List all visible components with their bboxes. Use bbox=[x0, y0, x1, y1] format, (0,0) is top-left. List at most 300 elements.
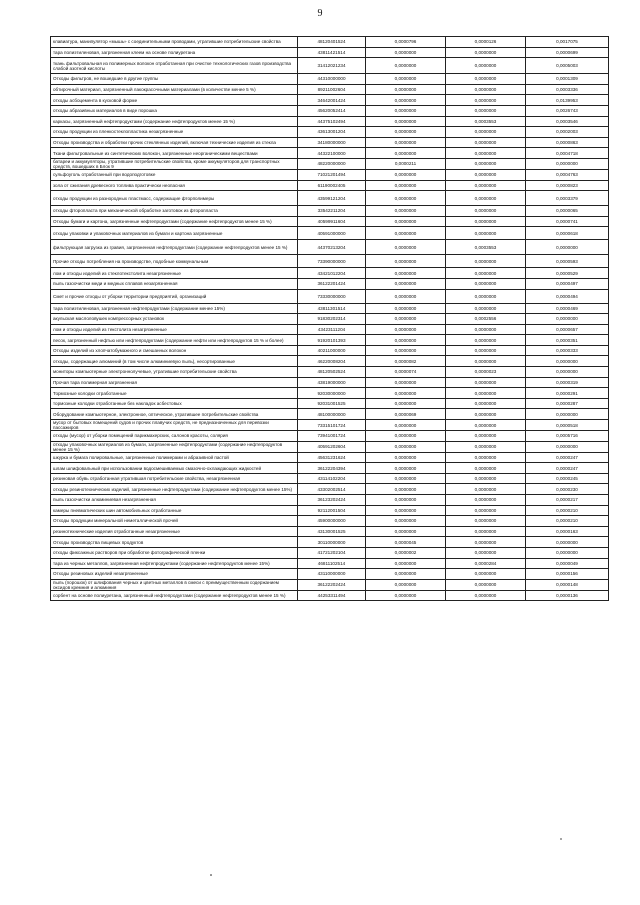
table-row bbox=[51, 558, 609, 569]
value-cell-1: 0,0000000 bbox=[366, 268, 446, 279]
value-cell-2: 0,0000000 bbox=[446, 398, 526, 409]
waste-code-cell: 40591000000 bbox=[298, 227, 366, 240]
table-row bbox=[51, 473, 609, 484]
value-cell-1: 0,0000000 bbox=[366, 180, 446, 191]
table-row bbox=[51, 37, 609, 48]
value-cell-2: 0,0000000 bbox=[446, 324, 526, 335]
value-cell-2: 0,0000000 bbox=[446, 516, 526, 527]
value-cell-3: 0,0000000 bbox=[526, 356, 609, 367]
value-cell-2: 0,0000000 bbox=[446, 148, 526, 159]
value-cell-1: 0,0000000 bbox=[366, 484, 446, 495]
value-cell-3: 0,0003379 bbox=[526, 191, 609, 206]
value-cell-2: 0,0000000 bbox=[446, 191, 526, 206]
table-row bbox=[51, 289, 609, 303]
value-cell-1: 0,0000000 bbox=[366, 303, 446, 314]
waste-code-cell: 43819000000 bbox=[298, 377, 366, 388]
value-cell-3: 0,0139953 bbox=[526, 95, 609, 106]
value-cell-2: 0,0000000 bbox=[446, 127, 526, 138]
waste-name-cell: лом и отходы изделий из текстолита незагрязненные bbox=[51, 324, 298, 335]
waste-code-cell: 40211000000 bbox=[298, 345, 366, 356]
value-cell-3: 0,0000000 bbox=[526, 314, 609, 325]
value-cell-1: 0,0000000 bbox=[366, 216, 446, 227]
value-cell-2: 0,0000000 bbox=[446, 473, 526, 484]
waste-name-cell: лом и отходы изделий из стеклотекстолита незагрязненные bbox=[51, 268, 298, 279]
value-cell-3: 0,0000247 bbox=[526, 452, 609, 463]
waste-code-cell: 36122204394 bbox=[298, 463, 366, 474]
value-cell-3: 0,0000863 bbox=[526, 137, 609, 148]
value-cell-3: 0,0000000 bbox=[526, 409, 609, 420]
value-cell-1: 0,0000000 bbox=[366, 463, 446, 474]
waste-name-cell: батареи и аккумуляторы, утратившие потребительские свойства, кроме аккумуляторов для транспортных средств, вошедших в Блок 9 bbox=[51, 158, 298, 169]
value-cell-3: 0,0000494 bbox=[526, 289, 609, 303]
value-cell-1: 0,0000000 bbox=[366, 452, 446, 463]
waste-code-cell: 43130001525 bbox=[298, 526, 366, 537]
waste-name-cell: шкурка и бумага полировальные, загрязненные полимерами и абразивной пастой bbox=[51, 452, 298, 463]
waste-name-cell: тормозные колодки отработанные без накладок асбестовых bbox=[51, 398, 298, 409]
table-row bbox=[51, 240, 609, 255]
value-cell-3: 0,0000247 bbox=[526, 463, 609, 474]
value-cell-2: 0,0000000 bbox=[446, 74, 526, 85]
value-cell-2: 0,0000000 bbox=[446, 431, 526, 442]
waste-name-cell: пыль (порошок) от шлифования черных и цветных металлов в смеси с преимущественным содержанием оксидов кремния и алюминия bbox=[51, 579, 298, 590]
table-row bbox=[51, 537, 609, 548]
value-cell-3: 0,0000210 bbox=[526, 505, 609, 516]
waste-name-cell: Отходы бумаги и картона, загрязненные нефтепродуктами (содержание нефтепродуктов менее 15 %) bbox=[51, 216, 298, 227]
value-cell-2: 0,0002556 bbox=[446, 314, 526, 325]
value-cell-3: 0,0000657 bbox=[526, 324, 609, 335]
waste-code-cell: 48220000000 bbox=[298, 158, 366, 169]
table-row bbox=[51, 388, 609, 399]
table-row bbox=[51, 569, 609, 580]
waste-table bbox=[50, 36, 609, 601]
value-cell-3: 0,0000593 bbox=[526, 255, 609, 268]
value-cell-2: 0,0000000 bbox=[446, 303, 526, 314]
waste-code-cell: 33542211204 bbox=[298, 206, 366, 217]
value-cell-2: 0,0000000 bbox=[446, 289, 526, 303]
table-row bbox=[51, 398, 609, 409]
table-row bbox=[51, 505, 609, 516]
waste-name-cell: ткань фильтровальная из полимерных волокон отработанная при очистке технологических газов производства слабой азотной кислоты bbox=[51, 58, 298, 74]
waste-name-cell: каркасы, загрязненный нефтепродуктами (содержание нефтепродуктов менее 15 %) bbox=[51, 116, 298, 127]
value-cell-2: 0,0000000 bbox=[446, 158, 526, 169]
waste-code-cell: 43811301514 bbox=[298, 303, 366, 314]
value-cell-2: 0,0000126 bbox=[446, 37, 526, 48]
waste-code-cell: 89211002604 bbox=[298, 84, 366, 95]
value-cell-3: 0,0000230 bbox=[526, 484, 609, 495]
value-cell-3: 0,0001309 bbox=[526, 74, 609, 85]
value-cell-3: 0,0017075 bbox=[526, 37, 609, 48]
value-cell-1: 0,0000000 bbox=[366, 191, 446, 206]
value-cell-2: 0,0000000 bbox=[446, 227, 526, 240]
waste-name-cell: Тормозные колодки отработанные bbox=[51, 388, 298, 399]
table-row bbox=[51, 335, 609, 346]
waste-name-cell: тара полиэтиленовая, загрязненная нефтепродуктами (содержание менее 15%) bbox=[51, 303, 298, 314]
waste-code-cell: 61190002405 bbox=[298, 180, 366, 191]
value-cell-2: 0,0000000 bbox=[446, 58, 526, 74]
value-cell-2: 0,0000000 bbox=[446, 335, 526, 346]
waste-code-cell: 31412021234 bbox=[298, 58, 366, 74]
table-row bbox=[51, 579, 609, 590]
value-cell-2: 0,0000000 bbox=[446, 169, 526, 180]
value-cell-2: 0,0000000 bbox=[446, 180, 526, 191]
table-row bbox=[51, 47, 609, 58]
table-row bbox=[51, 127, 609, 138]
waste-code-cell: 48100000000 bbox=[298, 409, 366, 420]
value-cell-3: 0,0000000 bbox=[526, 240, 609, 255]
table-row bbox=[51, 105, 609, 116]
value-cell-1: 0,0000211 bbox=[366, 158, 446, 169]
value-cell-3: 0,0000148 bbox=[526, 579, 609, 590]
value-cell-2: 0,0000000 bbox=[446, 452, 526, 463]
table-row bbox=[51, 137, 609, 148]
value-cell-3: 0,0000156 bbox=[526, 569, 609, 580]
waste-code-cell: 43423111204 bbox=[298, 324, 366, 335]
value-cell-1: 0,0000000 bbox=[366, 441, 446, 452]
waste-name-cell: мусор от бытовых помещений судов и прочих плавучих средств, не предназначенных для перевозки пассажиров bbox=[51, 420, 298, 431]
waste-code-cell: 45900000000 bbox=[298, 516, 366, 527]
value-cell-1: 0,0000000 bbox=[366, 388, 446, 399]
waste-name-cell: зола от сжигания древесного топлива практически неопасная bbox=[51, 180, 298, 191]
waste-code-cell: 48120401524 bbox=[298, 37, 366, 48]
table-row bbox=[51, 158, 609, 169]
value-cell-3: 0,0026743 bbox=[526, 105, 609, 116]
waste-name-cell: отходы продукции из разнородных пластмасс, содержащие фторполимеры bbox=[51, 191, 298, 206]
value-cell-2: 0,0000000 bbox=[446, 345, 526, 356]
value-cell-2: 0,0000000 bbox=[446, 105, 526, 116]
waste-name-cell: Отходы фильтров, не вошедшие в другие группы bbox=[51, 74, 298, 85]
value-cell-1: 0,0000000 bbox=[366, 335, 446, 346]
value-cell-1: 0,0000082 bbox=[366, 356, 446, 367]
waste-code-cell: 91830202314 bbox=[298, 314, 366, 325]
waste-name-cell: Ткани фильтровальные из синтетических волокон, загрязненные неорганическими веществами bbox=[51, 148, 298, 159]
value-cell-1: 0,0000000 bbox=[366, 324, 446, 335]
waste-name-cell: Смет и прочие отходы от уборки территории предприятий, организаций bbox=[51, 289, 298, 303]
value-cell-2: 0,0000000 bbox=[446, 409, 526, 420]
waste-code-cell: 73390000000 bbox=[298, 255, 366, 268]
value-cell-3: 0,0000163 bbox=[526, 526, 609, 537]
waste-code-cell: 44310000000 bbox=[298, 74, 366, 85]
table-row bbox=[51, 95, 609, 106]
value-cell-1: 0,0000000 bbox=[366, 74, 446, 85]
waste-code-cell: 36122201424 bbox=[298, 278, 366, 289]
table-row bbox=[51, 377, 609, 388]
value-cell-2: 0,0000000 bbox=[446, 206, 526, 217]
value-cell-1: 0,0000000 bbox=[366, 127, 446, 138]
waste-name-cell: Отходы производства и обработки прочих стеклянных изделий, включая технические изделия из стекла bbox=[51, 137, 298, 148]
waste-code-cell: 46811102514 bbox=[298, 558, 366, 569]
value-cell-3: 0,0004718 bbox=[526, 148, 609, 159]
value-cell-3: 0,0000049 bbox=[526, 558, 609, 569]
value-cell-2: 0,0000000 bbox=[446, 547, 526, 558]
waste-name-cell: Отходы резиновых изделий незагрязненные bbox=[51, 569, 298, 580]
waste-code-cell: 43110000000 bbox=[298, 569, 366, 580]
waste-name-cell: сульфоуголь отработанный при водоподготовке bbox=[51, 169, 298, 180]
table-row bbox=[51, 356, 609, 367]
value-cell-1: 0,0000074 bbox=[366, 367, 446, 378]
waste-code-cell: 92030000000 bbox=[298, 388, 366, 399]
value-cell-3: 0,0000245 bbox=[526, 473, 609, 484]
waste-name-cell: отходы абразивных материалов в виде порошка bbox=[51, 105, 298, 116]
waste-name-cell: пыль газоочистки меди и медных сплавов незагрязненная bbox=[51, 278, 298, 289]
value-cell-3: 0,0000497 bbox=[526, 278, 609, 289]
table-row bbox=[51, 255, 609, 268]
waste-code-cell: 43421012204 bbox=[298, 268, 366, 279]
value-cell-1: 0,0000000 bbox=[366, 105, 446, 116]
waste-name-cell: резиновая обувь отработанная утратившая потребительские свойства, незагрязненная bbox=[51, 473, 298, 484]
value-cell-2: 0,0000000 bbox=[446, 388, 526, 399]
value-cell-2: 0,0000000 bbox=[446, 484, 526, 495]
waste-code-cell: 46220008204 bbox=[298, 356, 366, 367]
table-row bbox=[51, 278, 609, 289]
value-cell-2: 0,0000000 bbox=[446, 268, 526, 279]
table-row bbox=[51, 516, 609, 527]
value-cell-2: 0,0000000 bbox=[446, 137, 526, 148]
waste-code-cell: 43599121204 bbox=[298, 191, 366, 206]
value-cell-3: 0,0000823 bbox=[526, 180, 609, 191]
value-cell-1: 0,0000000 bbox=[366, 314, 446, 325]
value-cell-3: 0,0000333 bbox=[526, 345, 609, 356]
waste-name-cell: Отходы производства пищевых продуктов bbox=[51, 537, 298, 548]
table-row bbox=[51, 345, 609, 356]
table-row bbox=[51, 74, 609, 85]
value-cell-3: 0,0000287 bbox=[526, 398, 609, 409]
value-cell-1: 0,0000069 bbox=[366, 409, 446, 420]
waste-name-cell: Прочие отходы потребления на производстве, подобные коммунальным bbox=[51, 255, 298, 268]
value-cell-1: 0,0000000 bbox=[366, 116, 446, 127]
value-cell-3: 0,0000000 bbox=[526, 537, 609, 548]
value-cell-1: 0,0000000 bbox=[366, 206, 446, 217]
value-cell-3: 0,0000065 bbox=[526, 206, 609, 217]
value-cell-1: 0,0000000 bbox=[366, 420, 446, 431]
waste-name-cell: пыль газоочистки алюминиевая незагрязненная bbox=[51, 495, 298, 506]
value-cell-3: 0,0000000 bbox=[526, 441, 609, 452]
value-cell-3: 0,0000000 bbox=[526, 547, 609, 558]
value-cell-1: 0,0000000 bbox=[366, 431, 446, 442]
waste-code-cell: 73315101724 bbox=[298, 420, 366, 431]
table-row bbox=[51, 324, 609, 335]
table-row bbox=[51, 590, 609, 601]
value-cell-1: 0,0000000 bbox=[366, 169, 446, 180]
waste-name-cell: песок, загрязненный нефтью или нефтепродуктами (содержание нефти или нефтепродуктов 15 % и более) bbox=[51, 335, 298, 346]
value-cell-2: 0,0000000 bbox=[446, 495, 526, 506]
value-cell-2: 0,0000000 bbox=[446, 590, 526, 601]
table-row bbox=[51, 206, 609, 217]
value-cell-2: 0,0000000 bbox=[446, 420, 526, 431]
waste-code-cell: 36122202424 bbox=[298, 579, 366, 590]
value-cell-1: 0,0000000 bbox=[366, 227, 446, 240]
waste-name-cell: отходы, содержащие алюминий (в том числе алюминиевую пыль), несортированные bbox=[51, 356, 298, 367]
value-cell-2: 0,0000000 bbox=[446, 84, 526, 95]
value-cell-3: 0,0000217 bbox=[526, 495, 609, 506]
value-cell-2: 0,0000000 bbox=[446, 441, 526, 452]
table-row bbox=[51, 409, 609, 420]
value-cell-2: 0,0000000 bbox=[446, 537, 526, 548]
waste-code-cell: 43114102204 bbox=[298, 473, 366, 484]
value-cell-2: 0,0000000 bbox=[446, 526, 526, 537]
value-cell-1: 0,0000000 bbox=[366, 516, 446, 527]
table-row bbox=[51, 367, 609, 378]
waste-code-cell: 45620052414 bbox=[298, 105, 366, 116]
value-cell-1: 0,0000000 bbox=[366, 569, 446, 580]
waste-code-cell: 92112001504 bbox=[298, 505, 366, 516]
waste-name-cell: мониторы компьютерные электроннолучевые, утратившие потребительские свойства bbox=[51, 367, 298, 378]
waste-code-cell: 43302002514 bbox=[298, 484, 366, 495]
waste-table-body bbox=[51, 37, 609, 601]
waste-name-cell: акульская маслоловушек компрессорных установок bbox=[51, 314, 298, 325]
value-cell-1: 0,0000000 bbox=[366, 345, 446, 356]
table-row bbox=[51, 58, 609, 74]
waste-code-cell: 73330000000 bbox=[298, 289, 366, 303]
table-row bbox=[51, 191, 609, 206]
value-cell-1: 0,0000000 bbox=[366, 473, 446, 484]
value-cell-2: 0,0000000 bbox=[446, 569, 526, 580]
page-number: 9 bbox=[317, 8, 323, 19]
waste-name-cell: Оборудование компьютерное, электронное, оптическое, утратившее потребительские свойства bbox=[51, 409, 298, 420]
value-cell-1: 0,0000000 bbox=[366, 526, 446, 537]
value-cell-1: 0,0000000 bbox=[366, 558, 446, 569]
waste-code-cell: 40591202604 bbox=[298, 441, 366, 452]
value-cell-3: 0,0000210 bbox=[526, 516, 609, 527]
value-cell-3: 0,0000469 bbox=[526, 303, 609, 314]
waste-name-cell: отходы упаковки и упаковочных материалов из бумаги и картона загрязненные bbox=[51, 227, 298, 240]
value-cell-2: 0,0000000 bbox=[446, 579, 526, 590]
value-cell-2: 0,0000000 bbox=[446, 95, 526, 106]
table-row bbox=[51, 314, 609, 325]
value-cell-1: 0,0000000 bbox=[366, 137, 446, 148]
value-cell-1: 0,0000796 bbox=[366, 37, 446, 48]
waste-code-cell: 41721202104 bbox=[298, 547, 366, 558]
waste-name-cell: тара из черных металлов, загрязненная нефтепродуктами (содержание нефтепродуктов менее 15%) bbox=[51, 558, 298, 569]
waste-code-cell: 44253311494 bbox=[298, 590, 366, 601]
value-cell-3: 0,0003336 bbox=[526, 84, 609, 95]
value-cell-3: 0,0004763 bbox=[526, 169, 609, 180]
table-row bbox=[51, 495, 609, 506]
waste-name-cell: Отходы продукции минеральной неметаллической прочей bbox=[51, 516, 298, 527]
value-cell-2: 0,0000000 bbox=[446, 377, 526, 388]
table-row bbox=[51, 452, 609, 463]
table-row bbox=[51, 526, 609, 537]
waste-code-cell: 34642001424 bbox=[298, 95, 366, 106]
value-cell-3: 0,0000000 bbox=[526, 367, 609, 378]
table-row bbox=[51, 420, 609, 431]
table-row bbox=[51, 463, 609, 474]
value-cell-2: 0,0000000 bbox=[446, 463, 526, 474]
value-cell-3: 0,0000319 bbox=[526, 377, 609, 388]
value-cell-2: 0,0000000 bbox=[446, 505, 526, 516]
waste-code-cell: 44322100000 bbox=[298, 148, 366, 159]
value-cell-2: 0,0000284 bbox=[446, 558, 526, 569]
value-cell-3: 0,0000518 bbox=[526, 420, 609, 431]
value-cell-1: 0,0000000 bbox=[366, 398, 446, 409]
value-cell-1: 0,0000000 bbox=[366, 505, 446, 516]
value-cell-1: 0,0000000 bbox=[366, 240, 446, 255]
value-cell-1: 0,0000000 bbox=[366, 148, 446, 159]
scan-dot-mark bbox=[210, 874, 212, 876]
table-row bbox=[51, 547, 609, 558]
value-cell-3: 0,0005003 bbox=[526, 58, 609, 74]
scan-dot-mark bbox=[560, 838, 562, 840]
table-row bbox=[51, 84, 609, 95]
waste-code-cell: 43811421514 bbox=[298, 47, 366, 58]
value-cell-1: 0,0000000 bbox=[366, 95, 446, 106]
value-cell-3: 0,0000741 bbox=[526, 216, 609, 227]
waste-name-cell: отходы резинотехнических изделий, загрязненные нефтепродуктами (содержание нефтепродуктов менее 15%) bbox=[51, 484, 298, 495]
value-cell-1: 0,0000045 bbox=[366, 537, 446, 548]
value-cell-2: 0,0000023 bbox=[446, 367, 526, 378]
value-cell-2: 0,0003553 bbox=[446, 116, 526, 127]
table-row bbox=[51, 431, 609, 442]
waste-name-cell: отходы продукции из пленкостеклопластика незагрязненные bbox=[51, 127, 298, 138]
waste-name-cell: камеры пневматических шин автомобильных отработанные bbox=[51, 505, 298, 516]
value-cell-3: 0,0000618 bbox=[526, 227, 609, 240]
value-cell-1: 0,0000000 bbox=[366, 58, 446, 74]
waste-code-cell: 73941001724 bbox=[298, 431, 366, 442]
table-row bbox=[51, 148, 609, 159]
value-cell-2: 0,0003553 bbox=[446, 240, 526, 255]
waste-code-cell: 34180000000 bbox=[298, 137, 366, 148]
value-cell-3: 0,0000351 bbox=[526, 335, 609, 346]
waste-name-cell: отходы упаковочных материалов из бумаги, загрязненные нефтепродуктами (содержание нефтепродуктов менее 15 %) bbox=[51, 441, 298, 452]
value-cell-2: 0,0000000 bbox=[446, 278, 526, 289]
waste-name-cell: шлам шлифовальный при использовании водосмешиваемых смазочно-охлаждающих жидкостей bbox=[51, 463, 298, 474]
value-cell-3: 0,0000000 bbox=[526, 158, 609, 169]
value-cell-2: 0,0000000 bbox=[446, 356, 526, 367]
waste-code-cell: 45631231624 bbox=[298, 452, 366, 463]
value-cell-1: 0,0000000 bbox=[366, 590, 446, 601]
value-cell-1: 0,0000000 bbox=[366, 579, 446, 590]
waste-name-cell: Отходы изделий из хлопчатобумажного и смешанных волокон bbox=[51, 345, 298, 356]
table-row bbox=[51, 216, 609, 227]
value-cell-2: 0,0000000 bbox=[446, 216, 526, 227]
waste-code-cell: 48120502524 bbox=[298, 367, 366, 378]
value-cell-3: 0,0003546 bbox=[526, 116, 609, 127]
value-cell-3: 0,0002003 bbox=[526, 127, 609, 138]
value-cell-3: 0,0000529 bbox=[526, 268, 609, 279]
value-cell-1: 0,0000000 bbox=[366, 289, 446, 303]
waste-code-cell: 30110000000 bbox=[298, 537, 366, 548]
table-row bbox=[51, 441, 609, 452]
waste-code-cell: 92031001525 bbox=[298, 398, 366, 409]
waste-name-cell: фильтрующая загрузка из гравия, загрязненная нефтепродуктами (содержание нефтепродуктов менее 15 %) bbox=[51, 240, 298, 255]
waste-name-cell: отходы (мусор) от уборки помещений парикмахерских, салонов красоты, солярия bbox=[51, 431, 298, 442]
waste-code-cell: 44375102494 bbox=[298, 116, 366, 127]
waste-name-cell: резинотехнические изделия отработанные незагрязненные bbox=[51, 526, 298, 537]
waste-name-cell: обтирочный материал, загрязненный лакокрасочными материалами (в количестве менее 5 %) bbox=[51, 84, 298, 95]
value-cell-1: 0,0000000 bbox=[366, 278, 446, 289]
value-cell-1: 0,0000000 bbox=[366, 495, 446, 506]
table-row bbox=[51, 169, 609, 180]
waste-name-cell: отходы фиксажных растворов при обработке фотографической пленки bbox=[51, 547, 298, 558]
waste-code-cell: 36123202424 bbox=[298, 495, 366, 506]
waste-code-cell: 91920101393 bbox=[298, 335, 366, 346]
value-cell-2: 0,0000000 bbox=[446, 47, 526, 58]
value-cell-1: 0,0000000 bbox=[366, 255, 446, 268]
value-cell-1: 0,0000000 bbox=[366, 377, 446, 388]
value-cell-1: 0,0000002 bbox=[366, 547, 446, 558]
table-row bbox=[51, 116, 609, 127]
value-cell-1: 0,0000000 bbox=[366, 47, 446, 58]
table-row bbox=[51, 227, 609, 240]
value-cell-1: 0,0000000 bbox=[366, 84, 446, 95]
waste-name-cell: отходы асбоцемента в кусковой форме bbox=[51, 95, 298, 106]
waste-name-cell: клавиатура, манипулятор «мышь» с соединительными проводами, утратившие потребительские свойства bbox=[51, 37, 298, 48]
value-cell-3: 0,0000699 bbox=[526, 47, 609, 58]
value-cell-3: 0,0000136 bbox=[526, 590, 609, 601]
waste-name-cell: Прочая тара полимерная загрязненная bbox=[51, 377, 298, 388]
waste-code-cell: 40599911604 bbox=[298, 216, 366, 227]
waste-name-cell: тара полиэтиленовая, загрязненная клеем на основе полиуретана bbox=[51, 47, 298, 58]
value-cell-3: 0,0000291 bbox=[526, 388, 609, 399]
